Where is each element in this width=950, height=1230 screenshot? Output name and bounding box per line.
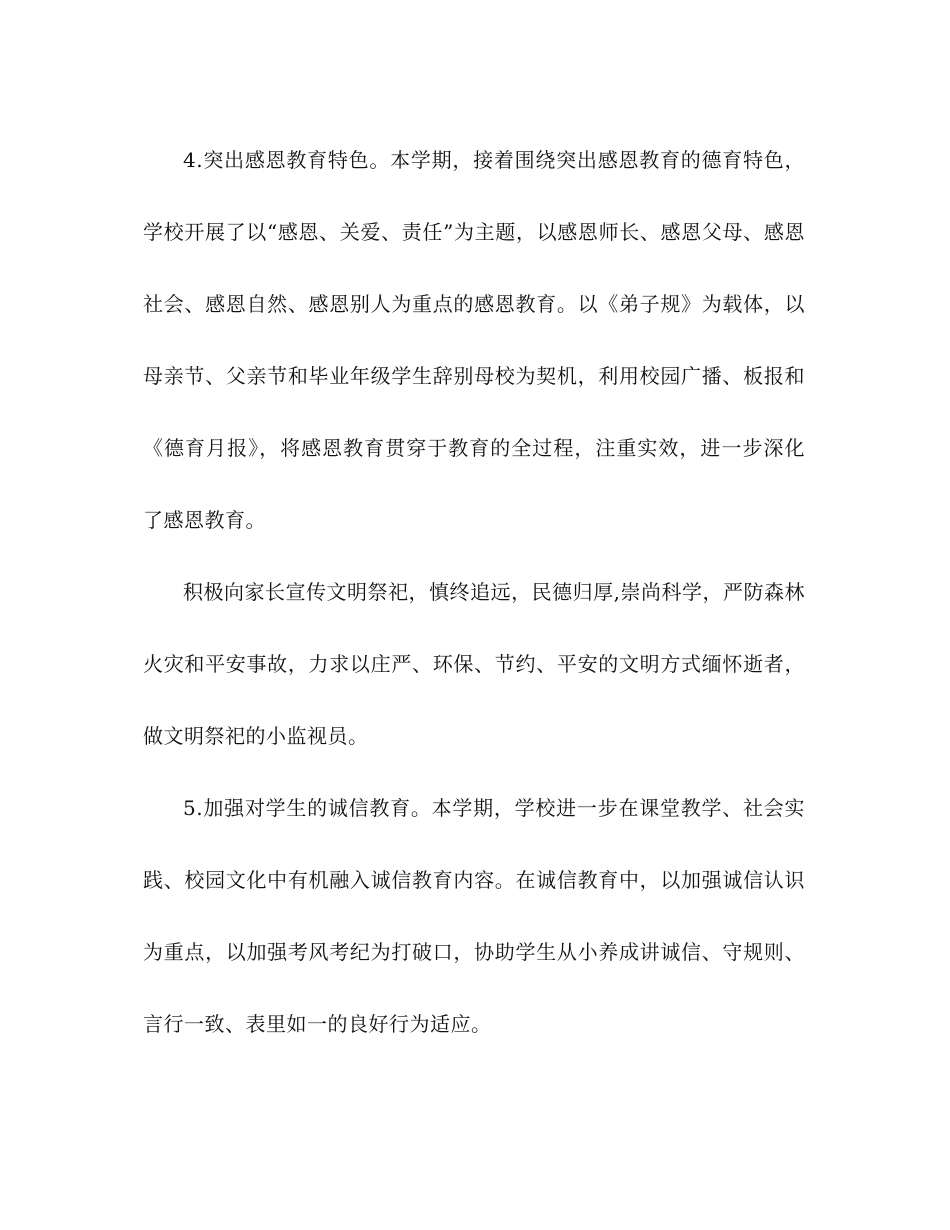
paragraph-civilized-memorial: 积极向家长宣传文明祭祀，慎终追远，民德归厚,崇尚科学，严防森林火灾和平安事故，力求以庄严、环保、节约、平安的文明方式缅怀逝者，做文明祭祀的小监视员。 <box>143 580 805 748</box>
paragraph-integrity-education: 5.加强对学生的诚信教育。本学期，学校进一步在课堂教学、社会实践、校园文化中有机融入诚信教育内容。在诚信教育中，以加强诚信认识为重点，以加强考风考纪为打破口，协助学生从小养成讲诚信、守规则、言行一致、表里如一的良好行为适应。 <box>143 796 805 1036</box>
document-body <box>143 124 805 1060</box>
paragraph-gratitude-education: 4.突出感恩教育特色。本学期，接着围绕突出感恩教育的德育特色，学校开展了以“感恩、关爱、责任”为主题，以感恩师长、感恩父母、感恩社会、感恩自然、感恩别人为重点的感恩教育。以《弟子规》为载体，以母亲节、父亲节和毕业年级学生辞别母校为契机，利用校园广播、板报和《德育月报》，将感恩教育贯穿于教育的全过程，注重实效，进一步深化了感恩教育。 <box>143 148 805 532</box>
